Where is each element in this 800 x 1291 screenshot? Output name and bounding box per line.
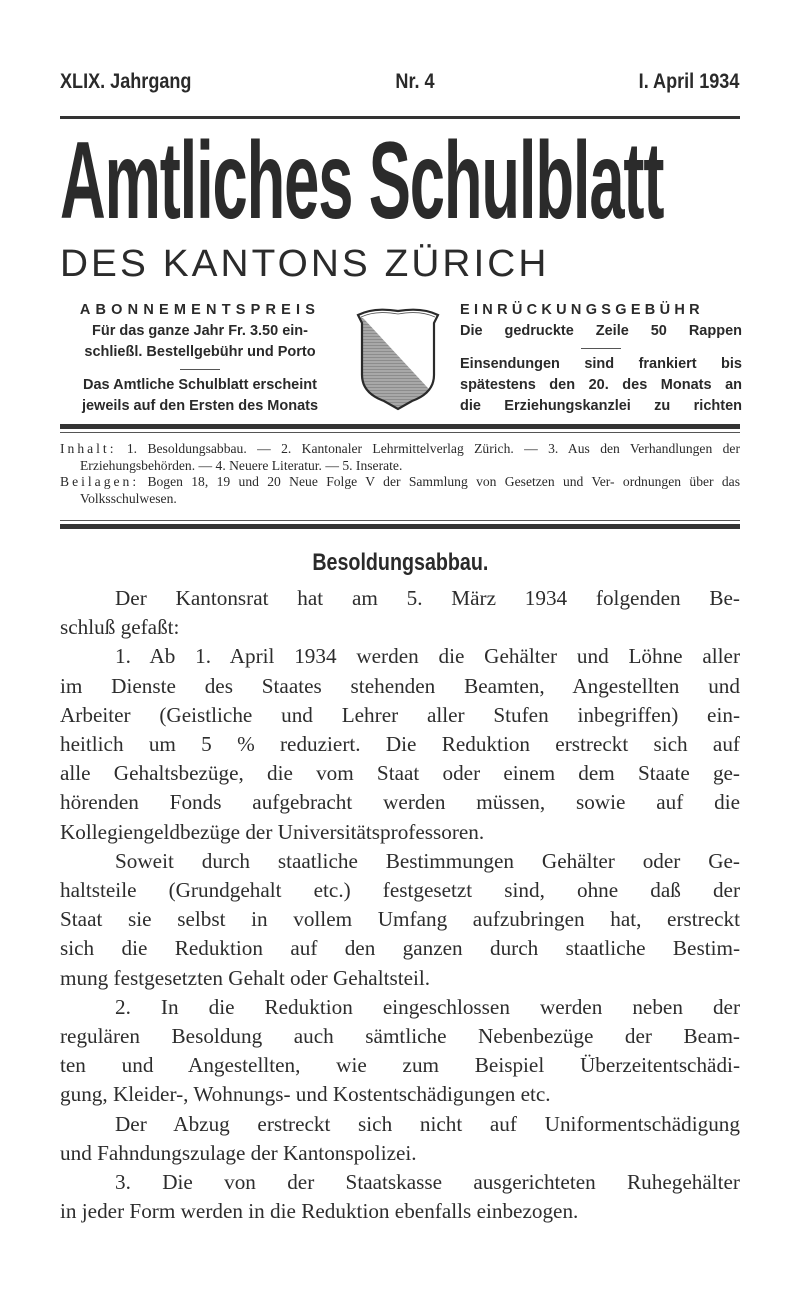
article-line: sich die Reduktion auf den ganzen durch staatliche Bestim-	[60, 936, 740, 961]
article-line: Der Kantonsrat hat am 5. März 1934 folgenden Be-	[115, 586, 740, 610]
divider	[581, 348, 621, 349]
article-line: Der Abzug erstreckt sich nicht auf Uniformentschädigung	[115, 1111, 740, 1136]
submission-line: spätestens den 20. des Monats an	[460, 377, 742, 393]
inhalt-label: Inhalt:	[60, 441, 117, 456]
advertising-info	[460, 300, 742, 417]
issue-date: I. April 1934	[638, 70, 740, 93]
article-line: Staat sie selbst in vollem Umfang aufzubringen hat, erstreckt	[60, 907, 740, 932]
masthead-title: Amtliches Schulblatt	[60, 119, 664, 242]
article-line: und Fahndungszulage der Kantonspolizei.	[60, 1140, 417, 1165]
article-line: hörenden Fonds aufgebracht werden müssen, sowie auf die	[60, 790, 740, 815]
article-line: Kollegiengeldbezüge der Universitätsprofessoren.	[60, 819, 485, 844]
submission-line: Einsendungen sind frankiert bis	[460, 356, 742, 372]
divider	[180, 369, 220, 370]
section-rule	[60, 524, 740, 529]
article-line: regulären Besoldung auch sämtliche Nebenbezüge der Beam-	[60, 1024, 740, 1049]
article-line: im Dienste des Staates stehenden Beamten, Angestellten und	[60, 673, 740, 698]
section-rule-thin	[60, 520, 740, 521]
article-line: gung, Kleider-, Wohnungs- und Kostentschädigungen etc.	[60, 1082, 551, 1107]
subscription-line: Für das ganze Jahr Fr. 3.50 ein-	[92, 323, 308, 339]
zurich-coat-of-arms-icon	[352, 305, 444, 413]
article-line: in jeder Form werden in die Reduktion ebenfalls einbezogen.	[60, 1199, 579, 1224]
article-line: 3. Die von der Staatskasse ausgerichteten Ruhegehälter	[115, 1170, 740, 1195]
beilagen-text-1: Bogen 18, 19 und 20 Neue Folge V der Sammlung von Gesetzen und Ver-	[147, 474, 615, 489]
inhalt-text-1: 1. Besoldungsabbau. — 2. Kantonaler Lehrmittelverlag Zürich. — 3. Aus	[126, 441, 590, 456]
subscription-info	[60, 300, 340, 417]
article-body	[60, 584, 740, 1226]
article-line: Soweit durch staatliche Bestimmungen Gehälter oder Ge-	[115, 848, 740, 873]
article-line: haltsteile (Grundgehalt etc.) festgesetzt sind, ohne daß der	[60, 878, 740, 903]
issue-header	[60, 70, 739, 100]
article-line: mung festgesetzten Gehalt oder Gehaltsteil.	[60, 965, 431, 990]
masthead-subtitle: DES KANTONS ZÜRICH	[60, 243, 550, 285]
beilagen-label: Beilagen:	[60, 474, 140, 489]
article-line: heitlich um 5 % reduziert. Die Reduktion erstreckt sich auf	[60, 732, 740, 757]
publication-line: jeweils auf den Ersten des Monats	[81, 398, 319, 414]
contents-beilagen	[60, 474, 740, 507]
section-rule-thin	[60, 432, 740, 433]
article-line: Arbeiter (Geistliche und Lehrer aller Stufen inbegriffen) ein-	[60, 702, 740, 727]
volume-label: XLIX. Jahrgang	[60, 70, 192, 93]
issue-number: Nr. 4	[395, 70, 435, 93]
article-line: ten und Angestellten, wie zum Beispiel Überzeitentschädi-	[60, 1053, 740, 1078]
section-rule	[60, 424, 740, 429]
article-title: Besoldungsabbau.	[311, 549, 489, 576]
submission-line: die Erziehungskanzlei zu richten	[460, 398, 742, 414]
subscription-line: schließl. Bestellgebühr und Porto	[84, 344, 316, 360]
beilagen-text-2: ordnungen über das Volksschulwesen.	[80, 474, 741, 506]
contents-inhalt	[60, 441, 740, 474]
masthead	[60, 119, 740, 242]
article-line: 1. Ab 1. April 1934 werden die Gehälter und Löhne aller	[115, 644, 740, 669]
advertising-line: Die gedruckte Zeile 50 Rappen	[460, 323, 742, 339]
article-line: 2. In die Reduktion eingeschlossen werden neben der	[115, 994, 740, 1019]
article-line: schluß gefaßt:	[60, 615, 180, 640]
table-of-contents	[60, 441, 740, 507]
publication-line: Das Amtliche Schulblatt erscheint	[83, 377, 317, 393]
subscription-heading: ABONNEMENTSPREIS	[79, 302, 321, 318]
article-line: alle Gehaltsbezüge, die vom Staat oder einem dem Staate ge-	[60, 761, 740, 786]
advertising-heading: EINRÜCKUNGSGEBÜHR	[460, 302, 704, 318]
inhalt-text-2: den Verhandlungen der Erziehungsbehörden. — 4. Neuere Literatur. — 5. Inserate.	[80, 441, 740, 473]
